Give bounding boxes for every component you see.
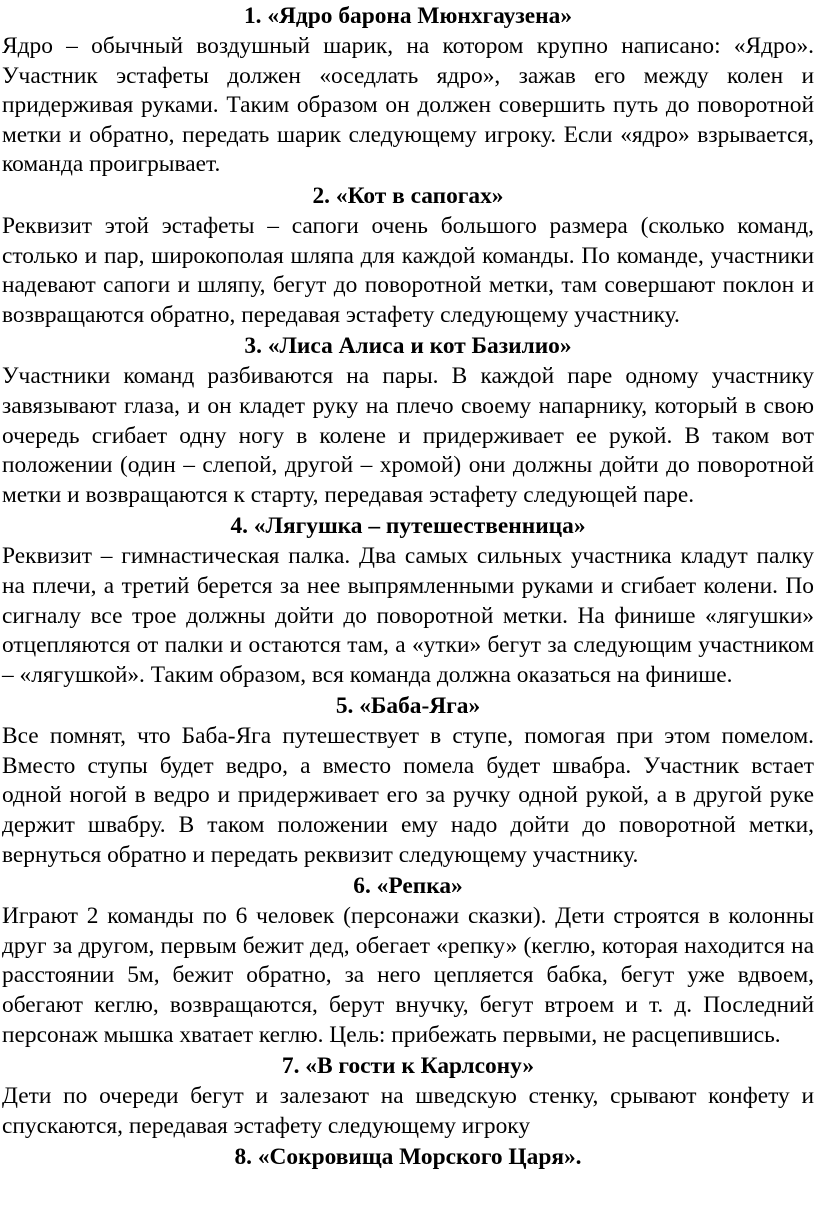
section-6: [2, 872, 814, 1050]
section-text: Дети по очереди бегут и залезают на шведскую стенку, срывают конфету и спускаются, передавая эстафету следующему игроку: [2, 1083, 814, 1139]
section-4: [2, 512, 814, 690]
section-5: [2, 692, 814, 870]
section-heading: 4. «Лягушка – путешественница»: [230, 513, 586, 540]
section-heading: 7. «В гости к Карлсону»: [281, 1053, 535, 1080]
section-text: Все помнят, что Баба-Яга путешествует в ступе, помогая при этом помелом. Вместо ступы будет ведро, а вместо помела будет швабра. Участник встает одной ногой в ведро и придерживает его за ручку одной рукой, а в другой руке держит швабру. В таком положении ему надо дойти до поворотной метки, вернуться обратно и передать реквизит следующему участнику.: [2, 723, 814, 868]
section-1: [2, 2, 814, 180]
section-2: [2, 182, 814, 330]
section-heading: 8. «Сокровища Морского Царя».: [234, 1144, 582, 1171]
section-3: [2, 332, 814, 510]
section-8: [2, 1143, 814, 1171]
section-text: Реквизит этой эстафеты – сапоги очень большого размера (сколько команд, столько и пар, широкополая шляпа для каждой команды. По команде, участники надевают сапоги и шляпу, бегут до поворотной метки, там совершают поклон и возвращаются обратно, передавая эстафету следующему участнику.: [2, 212, 814, 328]
section-heading: 3. «Лиса Алиса и кот Базилио»: [244, 333, 572, 360]
section-heading: 2. «Кот в сапогах»: [312, 182, 504, 209]
document-page: [2, 0, 814, 1173]
section-heading: 5. «Баба-Яга»: [335, 693, 481, 720]
section-heading: 1. «Ядро барона Мюнхгаузена»: [243, 3, 573, 29]
section-text: Участники команд разбиваются на пары. В каждой паре одному участнику завязывают глаза, и он кладет руку на плечо своему напарнику, который в свою очередь сгибает одну ногу в колене и придерживает ее рукой. В таком вот положении (один – слепой, другой – хромой) они должны дойти до поворотной метки и возвращаются к старту, передавая эстафету следующей паре.: [2, 363, 814, 508]
section-text: Реквизит – гимнастическая палка. Два самых сильных участника кладут палку на плечи, а третий берется за нее выпрямленными руками и сгибает колени. По сигналу все трое должны дойти до поворотной метки. На финише «лягушки» отцепляются от палки и остаются там, а «утки» бегут за следующим участником – «лягушкой». Таким образом, вся команда должна оказаться на финише.: [2, 543, 814, 688]
section-heading: 6. «Репка»: [353, 873, 463, 900]
section-text: Ядро – обычный воздушный шарик, на котором крупно написано: «Ядро». Участник эстафеты должен «оседлать ядро», зажав его между колен и придерживая руками. Таким образом он должен совершить путь до поворотной метки и обратно, передать шарик следующему игроку. Если «ядро» взрывается, команда проигрывает.: [2, 33, 814, 178]
section-7: [2, 1052, 814, 1141]
section-text: Играют 2 команды по 6 человек (персонажи сказки). Дети строятся в колонны друг за другом, первым бежит дед, обегает «репку» (кеглю, которая находится на расстоянии 5м, бежит обратно, за него цепляется бабка, бегут уже вдвоем, обегают кеглю, возвращаются, берут внучку, бегут втроем и т. д. Последний персонаж мышка хватает кеглю. Цель: прибежать первыми, не расцепившись.: [2, 903, 814, 1048]
